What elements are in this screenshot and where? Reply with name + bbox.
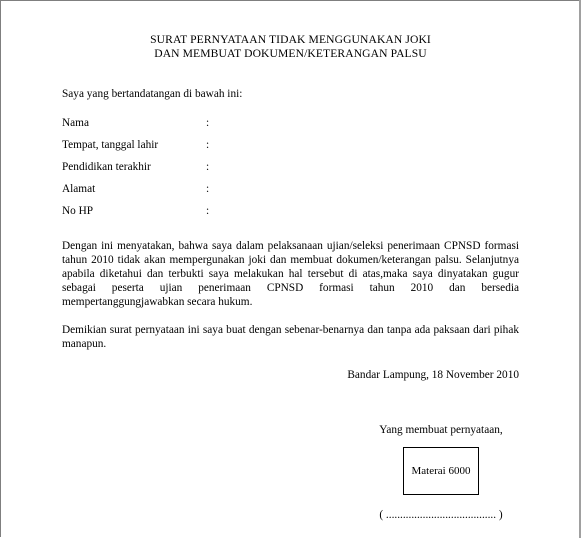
signature-line: ( ....................................... ) <box>379 509 503 521</box>
field-label: No HP <box>62 205 94 217</box>
stamp-box <box>403 447 479 495</box>
field-row-nama <box>62 116 519 138</box>
field-row-no-hp <box>62 204 519 226</box>
signer-label: Yang membuat pernyataan, <box>379 424 503 436</box>
field-row-pendidikan <box>62 160 519 182</box>
place-date: Bandar Lampung, 18 November 2010 <box>347 369 519 381</box>
stamp-label: Materai 6000 <box>411 465 471 477</box>
document-body <box>62 33 519 521</box>
intro-text: Saya yang bertandatangan di bawah ini: <box>62 88 243 100</box>
statement-paragraph: Dengan ini menyatakan, bahwa saya dalam pelaksanaan ujian/seleksi penerimaan CPNSD formasi tahun 2010 tidak akan mempergunakan joki dan membuat dokumen/keterangan palsu. Selanjutnya apabila diketahui dan terbukti saya melakukan hal tersebut di atas,maka saya dinyatakan gugur sebagai peserta ujian penerimaan CPNSD formasi tahun 2010 dan bersedia mempertanggungjawabkan secara hukum. <box>62 240 519 308</box>
title-line-2: DAN MEMBUAT DOKUMEN/KETERANGAN PALSU <box>154 46 427 60</box>
title-line-1: SURAT PERNYATAAN TIDAK MENGGUNAKAN JOKI <box>150 33 431 46</box>
field-label: Alamat <box>62 183 96 195</box>
field-row-tempat-tanggal-lahir <box>62 138 519 160</box>
field-colon: : <box>206 183 210 195</box>
field-colon: : <box>206 161 210 173</box>
field-colon: : <box>206 205 210 217</box>
signature-block <box>366 423 516 522</box>
field-colon: : <box>206 139 210 151</box>
closing-paragraph: Demikian surat pernyataan ini saya buat dengan sebenar-benarnya dan tanpa ada paksaan dari pihak manapun. <box>62 324 519 350</box>
field-label: Nama <box>62 117 89 129</box>
document-title <box>62 33 519 60</box>
field-label: Tempat, tanggal lahir <box>62 139 159 151</box>
field-colon: : <box>206 117 210 129</box>
field-label: Pendidikan terakhir <box>62 161 151 173</box>
identity-fields <box>62 116 519 226</box>
field-row-alamat <box>62 182 519 204</box>
